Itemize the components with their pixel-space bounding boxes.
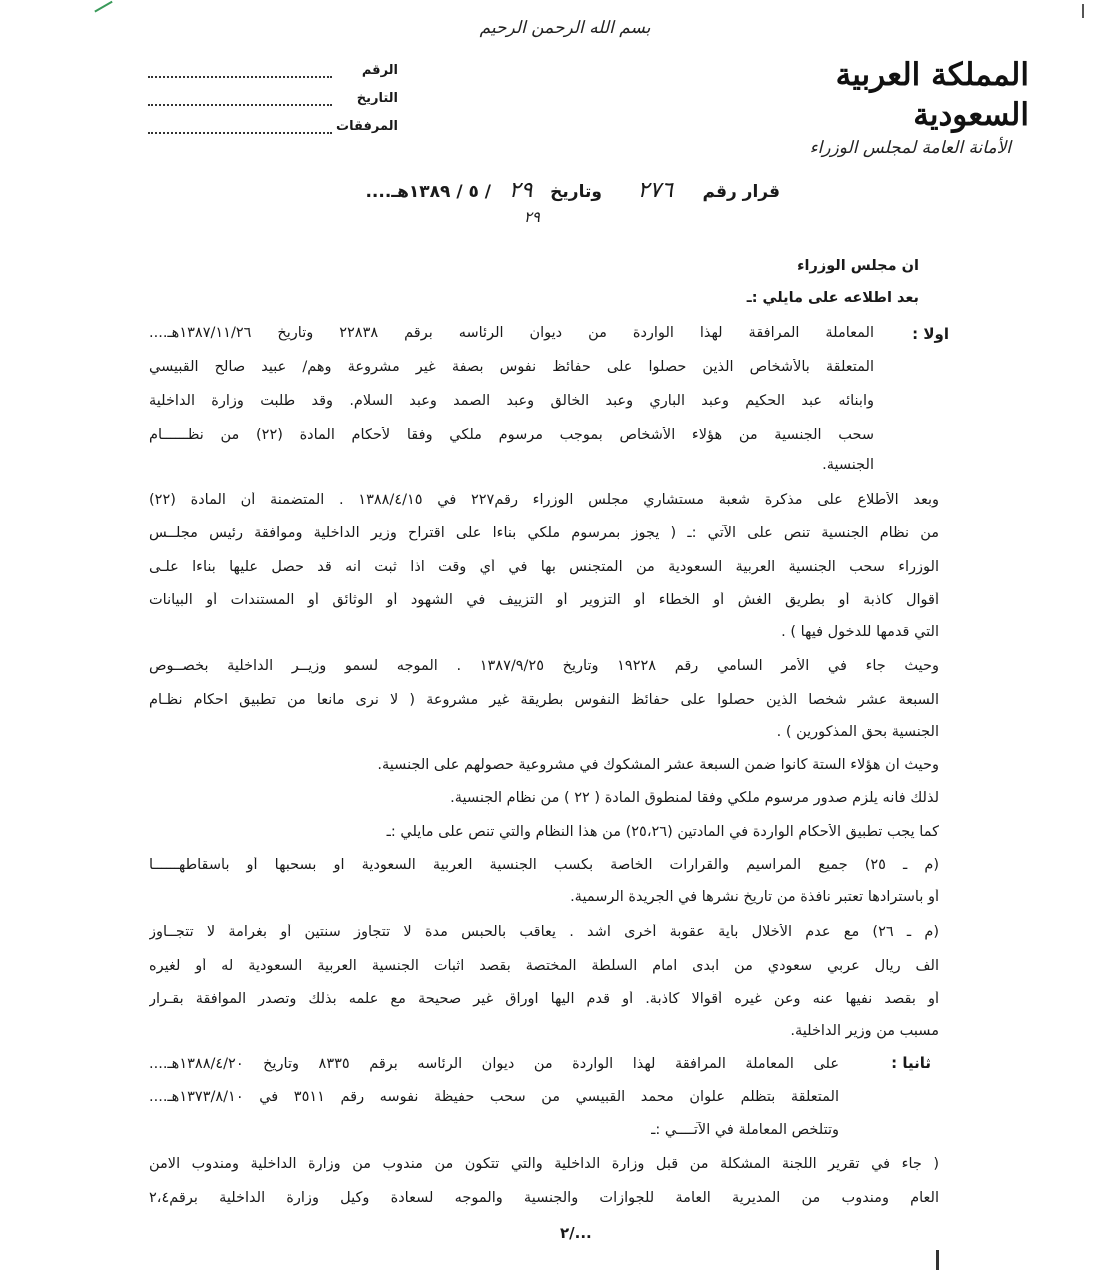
bottom-mark xyxy=(936,1250,939,1270)
body-line: (م ـ ٢٥) جميع المراسيم والقرارات الخاصة بكسب الجنسية العربية السعودية او بسحبها أو بأسقاطهــــــا xyxy=(149,857,939,873)
section-marker-second: ثانيا : xyxy=(891,1054,931,1072)
date-label: التاريخ xyxy=(356,91,398,106)
body-line: لذلك فأنه يلزم صدور مرسوم ملكي وفقا لمنطوق المادة ( ٢٢ ) من نظام الجنسية. xyxy=(450,790,939,806)
decision-prefix: قرار رقم xyxy=(702,182,780,202)
body-line: الجنسية. xyxy=(822,457,874,473)
body-line: وبعد الأطلاع على مذكرة شعبة مستشاري مجلس الوزراء رقم٢٢٧ في ١٣٨٨/٤/١٥ . المتضمنة أن المادة (٢٢) xyxy=(149,492,939,508)
body-line: وابنائه عبد الحكيم وعبد الباري وعبد الخالق وعبد الصمد وعبد السلام. وقد طلبت وزارة الداخلية xyxy=(149,393,874,409)
body-line: ان مجلس الوزراء xyxy=(797,258,919,274)
date-row xyxy=(148,78,398,106)
reference-fields xyxy=(148,50,398,134)
body-line: مسبب من وزير الداخلية. xyxy=(790,1023,939,1039)
body-line: أقوال كاذبة أو بطريق الغش أو الخطاء أو التزوير أو التزييف في الشهود أو الوثائق أو المستندات أو البيانات xyxy=(149,592,939,608)
decision-date-rest: / ٥ / ١٣٨٩هـ.... xyxy=(365,182,491,202)
body-line: المتعلقة بتظلم علوان محمد القبيسي من سحب حفيظة نفوسه رقم ٣٥١١ في ١٣٧٣/٨/١٠هـ.... xyxy=(149,1089,839,1105)
attachments-label: المرفقات xyxy=(336,119,398,134)
decision-heading xyxy=(320,178,780,238)
body-line: وحيث ان هؤلاء الستة كانوا ضمن السبعة عشر المشكوك في مشروعية حصولهم على الجنسية. xyxy=(377,757,939,773)
page-number: ٢/... xyxy=(560,1224,592,1242)
body-line: بعد اطلاعه على مايلي :ـ xyxy=(746,290,919,306)
reference-number-label: الرقم xyxy=(361,63,398,78)
body-line: المتعلقة بالأشخاص الذين حصلوا على حفائظ نفوس بصفة غير مشروعة وهم/ عبيد صالح القبيسي xyxy=(149,359,874,375)
corner-mark xyxy=(91,0,112,12)
attachments-row xyxy=(148,106,398,134)
body-line: المعاملة المرافقة لهذا الواردة من ديوان الرئاسه برقم ٢٢٨٣٨ وتاريخ ١٣٨٧/١١/٢٦هـ.... xyxy=(149,325,874,341)
decision-day-sub: ٢٩ xyxy=(523,208,540,226)
body-line: أو بقصد نفيها عنه وعن غيره أقوالا كاذبة. أو قدم اليها اوراق غير صحيحة مع علمه بذلك وتصدر الموافقة بقـرار xyxy=(149,991,939,1007)
kingdom-title: المملكة العربية السعودية xyxy=(835,57,1029,133)
letterhead xyxy=(729,55,1029,161)
body-line: كما يجب تطبيق الأحكام الواردة في المادتين (٢٥،٢٦) من هذا النظام والتي تنص على مايلي :ـ xyxy=(386,824,939,840)
secretariat-title: الأمانة العامة لمجلس الوزراء xyxy=(809,138,1011,158)
body-line: وتتلخص المعاملة في الآتــــي :ـ xyxy=(651,1122,839,1138)
attachments-line xyxy=(148,118,332,134)
body-line: (م ـ ٢٦) مع عدم الأخلال بأية عقوبة أخرى اشد . يعاقب بالحبس مدة لا تتجاوز سنتين أو بغرامة لا تتجــاوز xyxy=(149,924,939,940)
body-line: ( جاء في تقرير اللجنة المشكلة من قبل وزارة الداخلية والتي تتكون من مندوب من وزارة الداخلية ومندوب الامن xyxy=(149,1156,939,1172)
body-line: الوزراء سحب الجنسية العربية السعودية من المتجنس بها في أي وقت اذا ثبت انه قد حصل عليها بناءا علـى xyxy=(149,559,939,575)
section-marker-first: اولا : xyxy=(912,325,949,343)
body-line: الف ريال عربي سعودي من ابدى امام السلطة المختصة بقصد اثبات الجنسية العربية السعودية له أو لغيره xyxy=(149,958,939,974)
body-line: على المعاملة المرافقة لهذا الواردة من ديوان الرئاسه برقم ٨٣٣٥ وتاريخ ١٣٨٨/٤/٢٠هـ.... xyxy=(149,1056,839,1072)
body-line: سحب الجنسية من هؤلاء الأشخاص بموجب مرسوم ملكي وفقا لأحكام المادة (٢٢) من نظــــــام xyxy=(149,427,874,443)
reference-number-row xyxy=(148,50,398,78)
basmala: بسم الله الرحمن الرحيم xyxy=(479,18,651,38)
decision-date-label: وتاريخ xyxy=(550,182,602,202)
reference-number-line xyxy=(148,62,332,78)
body-line: وحيث جاء في الأمر السامي رقم ١٩٢٢٨ وتاريخ ١٣٨٧/٩/٢٥ . الموجه لسمو وزيــر الداخلية بخصــوص xyxy=(149,658,939,674)
body-line: العام ومندوب من المديرية العامة للجوازات والجنسية والموجه لسعادة وكيل وزارة الداخلية برقم٢،٤ xyxy=(149,1190,939,1206)
body-line: السبعة عشر شخصا الذين حصلوا على حفائظ النفوس بطريقة غير مشروعة ( لا نرى مانعا من تطبيق احكام نظـام xyxy=(149,692,939,708)
body-line: الجنسية بحق المذكورين ) . xyxy=(776,724,939,740)
body-line: أو بأسترادها تعتبر نافذة من تاريخ نشرها في الجريدة الرسمية. xyxy=(570,889,939,905)
date-line xyxy=(148,90,332,106)
body-line: من نظام الجنسية تنص على الآتي :ـ ( يجوز بمرسوم ملكي بناءا على اقتراح وزير الداخلية وموافقة رئيس مجلــس xyxy=(149,525,939,541)
decision-number: ٢٧٦ xyxy=(637,178,673,203)
edge-mark xyxy=(1082,4,1084,18)
body-line: التي قدمها للدخول فيها ) . xyxy=(781,624,939,640)
decision-day: ٢٩ xyxy=(508,178,533,203)
